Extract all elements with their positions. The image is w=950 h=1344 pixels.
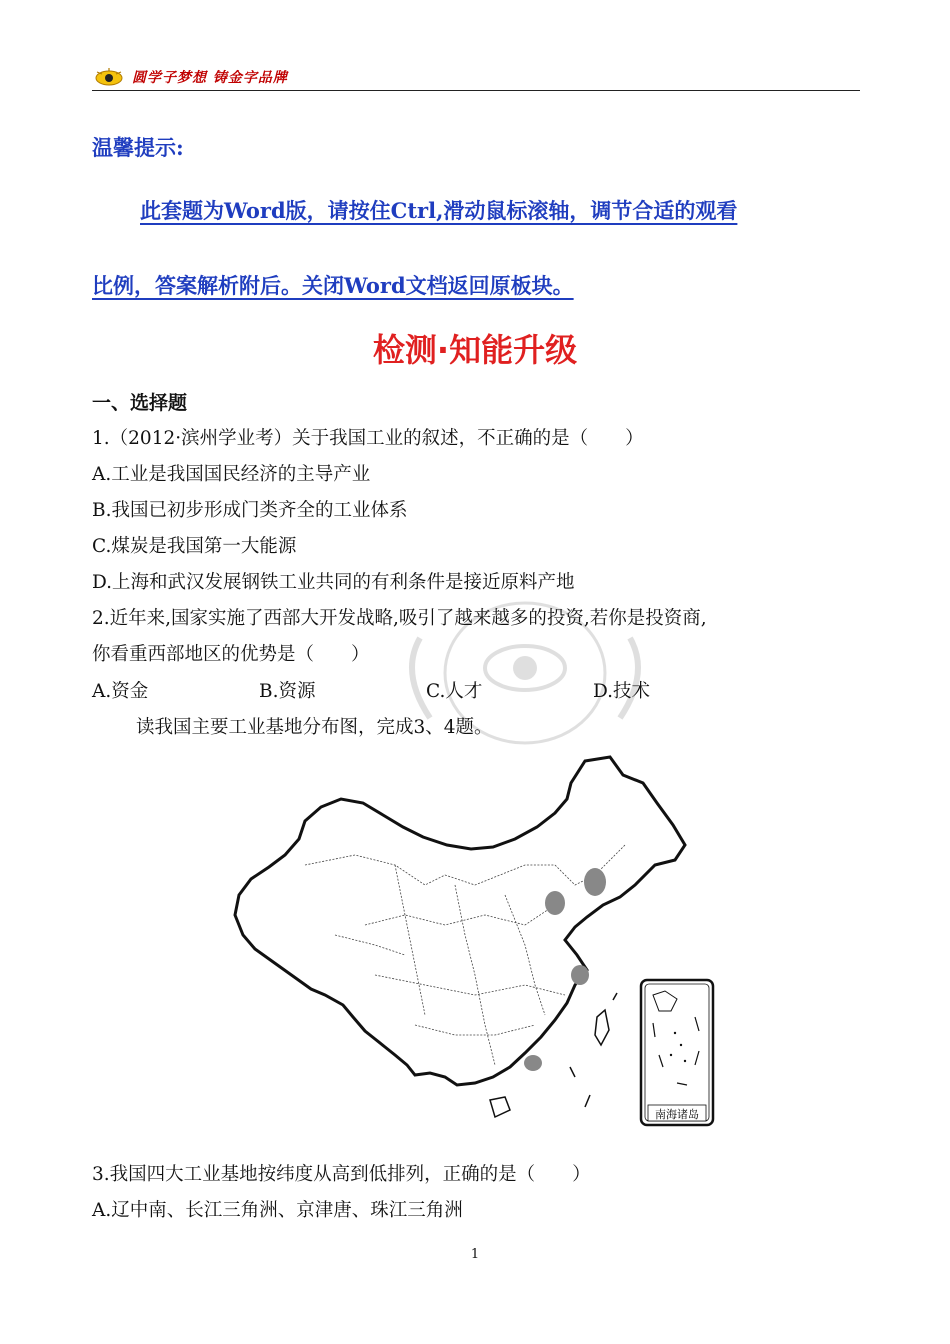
page-header	[92, 64, 860, 91]
tip-title: 温馨提示:	[92, 135, 184, 160]
page-title: 检测·知能升级	[372, 331, 578, 369]
map-inset-label: 南海诸岛	[655, 1108, 699, 1121]
question-2-line-2: 你看重西部地区的优势是（ ）	[92, 644, 370, 665]
china-map-icon	[225, 755, 720, 1130]
page-number: 1	[470, 1247, 480, 1262]
header-slogan: 圆学子梦想 铸金字品牌	[132, 70, 288, 86]
question-3-option-a: A.辽中南、长江三角洲、京津唐、珠江三角洲	[92, 1200, 463, 1221]
section-title: 一、选择题	[92, 392, 188, 414]
question-1-option-d: D.上海和武汉发展钢铁工业共同的有利条件是接近原料产地	[92, 572, 575, 593]
question-2-option-a: A.资金	[92, 681, 149, 702]
question-2-option-c: C.人才	[426, 681, 483, 702]
question-3: 3.我国四大工业基地按纬度从高到低排列，正确的是（ ）	[92, 1164, 591, 1185]
question-2-option-b: B.资源	[259, 681, 316, 702]
question-2-line-1: 2.近年来,国家实施了西部大开发战略,吸引了越来越多的投资,若你是投资商,	[92, 608, 707, 629]
question-2-options	[92, 677, 792, 705]
question-2-option-d: D.技术	[593, 681, 651, 702]
question-1: 1.（2012·滨州学业考）关于我国工业的叙述，不正确的是（ ）	[92, 428, 644, 449]
sun-logo-icon	[94, 67, 124, 87]
tip-line-1: 此套题为Word版，请按住Ctrl,滑动鼠标滚轴，调节合适的观看	[140, 198, 738, 223]
read-map-instruction: 读我国主要工业基地分布图，完成3、4题。	[136, 717, 493, 738]
question-1-option-c: C.煤炭是我国第一大能源	[92, 536, 297, 557]
tip-line-2: 比例，答案解析附后。关闭Word文档返回原板块。	[92, 273, 574, 298]
question-1-option-b: B.我国已初步形成门类齐全的工业体系	[92, 500, 408, 521]
question-1-option-a: A.工业是我国国民经济的主导产业	[92, 464, 371, 485]
